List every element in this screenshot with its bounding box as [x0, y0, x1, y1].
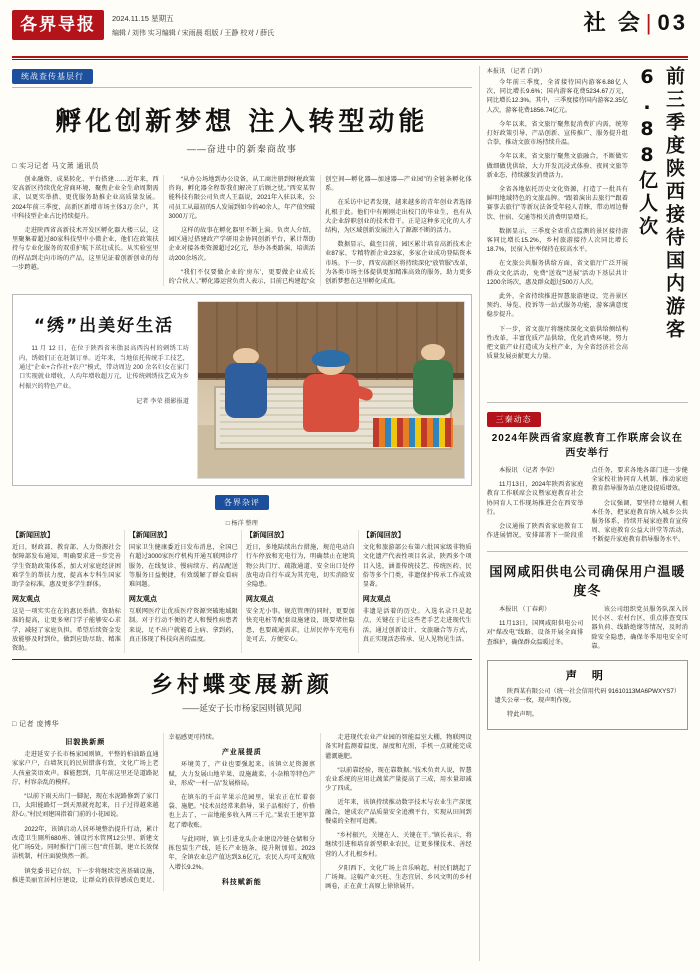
article-paragraph: 会议强调，要坚持立德树人根本任务，把家庭教育纳入城乡公共服务体系，持续开展家庭教育宣传周、家庭教育公益大讲堂等活动，不断提升家庭教育指导服务水平。 — [591, 499, 688, 544]
article-paragraph: 2022年，该镇启动人居环境整治提升行动，累计改造卫生厕所680座、铺设污水管网12公里、新建文化广场5处。同时推行“门前三包”责任制，建立长效保洁机制，村庄面貌焕然一新。 — [12, 825, 159, 861]
notice-title: 声 明 — [565, 669, 609, 682]
commentary-item — [129, 530, 238, 589]
section-title — [584, 12, 688, 34]
masthead-rule-thin — [12, 59, 688, 60]
commentary-item-head: 【新闻回放】 — [362, 532, 405, 540]
news2-body — [487, 466, 688, 545]
article-paragraph: “我们不仅要做企业的‘房东’，更要做企业成长的‘合伙人’。”孵化器运营负责人表示，目前已构建起“众创空间—孵化器—加速器—产业园”的全链条孵化体系。 — [168, 176, 472, 286]
article-paragraph: 该公司组织党员服务队深入居民小区、农村台区，重点排查变压器负荷、线路绝缘等情况，及时消除安全隐患，确保冬季用电安全可靠。 — [591, 606, 688, 650]
article-paragraph: 镇党委书记介绍，下一步将继续完善基础设施，推进美丽宜居村庄建设，让群众的获得感成色更足、幸福感更可持续。 — [12, 734, 219, 884]
commentary-item-head: 网友观点 — [128, 596, 157, 604]
news2-title: 2024年陕西省家庭教育工作联席会议在西安举行 — [491, 433, 683, 459]
article-paragraph: 走进陕西省高新技术开发区孵化器大楼三层，这里聚集着超过80家科技型中小微企业，他们在政策扶持与专业化服务的双重护航下茁壮成长。从实验室里的样品到走向市场的产品，这里见证着创新创业的每一步跨越。 — [12, 227, 159, 271]
photo-person-headscarf — [312, 350, 350, 367]
masthead-meta — [112, 10, 274, 39]
section-name: 社 会 — [583, 10, 643, 35]
photo-credit: 记者 李荣 摄影报道 — [136, 398, 189, 406]
newspaper-logo: 各界导报 — [12, 10, 104, 40]
article-paragraph: 今年以来，省文旅厅聚焦文旅融合，不断做实做细做优供给，大力开发沉浸式体验、夜间文旅等新业态，持续激发消费活力。 — [486, 153, 628, 179]
news-item-power-company — [487, 558, 688, 654]
staff-credits: 编辑 / 刘伟 实习编辑 / 宋雨晨 组版 / 王静 校对 / 薛氏 — [112, 30, 275, 37]
commentary-item — [12, 530, 121, 589]
commentary-item — [246, 530, 355, 589]
article-paragraph: 与此同时，镇上引进龙头企业建设冷链仓储和分拣包装生产线，延长产业链条，提升附加值。2023年，全镇农业总产值达到3.6亿元，农民人均可支配收入增长9.2%。 — [168, 835, 316, 871]
village-subheadline: ——延安子长市杨家园则镇见闻 — [182, 703, 302, 714]
masthead — [12, 10, 688, 54]
section-separator: | — [645, 10, 655, 35]
photo-person-center — [299, 355, 363, 432]
main-column — [12, 66, 472, 961]
commentary-item-text: 文化和旅游部公布第六批国家级非物质文化遗产代表性项目名录，陕西多个项目入选，涵盖传统技艺、传统医药、民俗等多个门类，非遗保护传承工作成效显著。 — [362, 544, 472, 589]
lead-headline: 孵化创新梦想 注入转型动能 — [55, 107, 429, 137]
right-vertical-headline: 前三季度陕西接待国内游客6.88亿人次 — [636, 66, 685, 342]
right-divider-2 — [487, 551, 688, 552]
commentary-item — [363, 530, 472, 589]
village-headline: 乡村蝶变展新颜 — [150, 673, 333, 699]
article-paragraph: 11月13日，2024年陕西省家庭教育工作联席会议暨家庭教育社会协同育人工作现场推进会在西安举行。 — [486, 481, 584, 516]
issue-date: 2024.11.15 星期五 — [112, 14, 174, 23]
commentary-item-head: 网友观点 — [245, 596, 274, 604]
commentary-item — [129, 594, 238, 644]
notice-paragraph: 特此声明。 — [507, 710, 538, 718]
village-section-title: 科技赋新能 — [221, 878, 262, 886]
article-paragraph: 创业融资、成果转化、平台搭建……近年来，西安高新区持续优化营商环境，聚焦企业全生命周期需求，以更实举措、更优服务助推企业高质量发展。2024年前三季度，高新区新增市场主体3万余户，其中科技型企业占比持续提升。 — [12, 176, 159, 220]
photo-person-head — [233, 348, 259, 365]
commentary-item-text: 这是一项实实在在的惠民举措。资助标准的提高，让更多寒门学子能够安心求学，减轻了家庭负担。希望后续资金发放能够及时到位，做到应助尽助、精准资助。 — [12, 608, 121, 653]
page-body — [12, 66, 688, 961]
right-lead-byline: 本报讯 （记者 白鸽） — [486, 68, 546, 75]
commentary-body — [12, 530, 472, 653]
article-paragraph: 在镇东的千亩苹果示范园里，果农正在忙着套袋、施肥。“技术员经常来指导，果子品相好了，价格也上去了，一亩地能多收入两三千元。”果农王建军算起了增收账。 — [168, 794, 316, 829]
column-label-sanqin: 三秦动态 — [487, 412, 541, 427]
article-paragraph: 数据显示，三季度全省重点监测的景区接待游客同比增长15.2%，乡村旅游接待人次同比增长18.7%，民宿入住率保持在较高水平。 — [486, 227, 628, 254]
commentary-item-head: 【新闻回放】 — [12, 532, 54, 540]
notice-paragraph: 陕西某有限公司（统一社会信用代码 91610113MA6PWXYS7）遗失公章一枚，现声明作废。 — [494, 687, 680, 705]
photo-person-body — [413, 360, 453, 415]
commentary-editor: □ 杨洋 整理 — [225, 520, 258, 528]
photo-person-right — [413, 344, 453, 414]
commentary-item-text: 非遗是活着的历史。入选名录只是起点，关键在于让这些老手艺走进现代生活，通过创新设计、文旅融合等方式，真正实现活态传承、见人见物见生活。 — [362, 608, 472, 643]
photo-feature-text — [19, 301, 189, 479]
commentary-item — [246, 594, 355, 644]
commentary-item-text: 近日，财政部、教育部、人力资源社会保障部发布通知，明确要求进一步完善学生资助政策体系，加大对家庭经济困难学生的帮扶力度，提高本专科生国家助学金标准，惠及更多学生群体。 — [12, 544, 121, 589]
commentary-item-text: 近日，多地陆续出台措施，规范电动自行车停放和充电行为，明确禁止在建筑物公共门厅、疏散通道、安全出口处停放电动自行车或为其充电，切实消除安全隐患。 — [245, 544, 355, 589]
article-paragraph: 在采访中记者发现，越来越多的青年创业者选择扎根于此。他们中有刚刚走出校门的毕业生，也有从大企业辞职创业的技术骨干。正是这种多元化的人才结构，为区域创新发展注入了源源不断的活力。 — [325, 199, 472, 235]
masthead-right — [584, 10, 688, 34]
village-section-title: 旧貌换新颜 — [65, 739, 106, 747]
article-paragraph: 数据显示，截至目前，园区累计培育高新技术企业87家、专精特新企业23家，多家企业成功登陆资本市场。下一步，西安高新区将持续深化“放管服”改革，为各类市场主体提供更加精准高效的服务，助力更多创新梦想在这里孵化成真。 — [325, 241, 472, 286]
photo-image — [197, 301, 465, 479]
lead-article-body — [12, 175, 472, 286]
village-article-body — [12, 733, 472, 891]
article-paragraph: “以前下雨天出门一脚泥，现在水泥路修到了家门口，太阳能路灯一到天黑就亮起来，日子过得越来越舒心。”村民刘建国指着门前的小花园说。 — [12, 793, 159, 819]
news3-title: 国网咸阳供电公司确保用户温暖度冬 — [489, 564, 686, 599]
article-paragraph: 今年前三季度，全省接待国内游客6.88亿人次，同比增长9.6%；国内游客花费5234.67万元，同比增长12.3%。其中，三季度接待国内游客2.35亿人次，游客花费1856.74亿元。 — [486, 79, 628, 114]
photo-person-head — [421, 344, 445, 361]
commentary-item-head: 网友观点 — [12, 596, 40, 604]
column-divider — [479, 66, 480, 961]
article-paragraph: 走进现代农业产业园的智能温室大棚，物联网设备实时监测着温度、湿度和光照，手机一点就能完成灌溉施肥。 — [325, 734, 472, 760]
lead-label-row — [12, 66, 472, 88]
page-number: 03 — [657, 10, 688, 35]
photo-person-left — [225, 348, 268, 418]
article-paragraph: 在文旅公共服务供给方面，省文旅厅广泛开展群众文化活动，免费“送戏”“送展”活动下基层共计1200余场次，惠及群众超过500万人次。 — [486, 260, 628, 286]
commentary-item-text: 互联网医疗让优质医疗资源突破地域限制。对于行动不便的老人和慢性病患者来说，足不出户就能看上病、拿到药，真正体现了科技向善的温度。 — [128, 608, 238, 643]
commentary-item-text: 安全无小事。规范管理的同时，更要加快充电桩等配套设施建设，既要堵住隐患，也要疏通需求，让居民停车充电有处可去、方便安心。 — [245, 608, 355, 643]
right-divider-1 — [487, 402, 688, 403]
village-section-title: 产业展提质 — [221, 749, 262, 757]
commentary-item-head: 【新闻回放】 — [128, 532, 171, 540]
article-paragraph: “从办公场地到办公设备，从工商注册到财税政策咨询，孵化器全程帮我们解决了后顾之忧。”西安某智能科技有限公司负责人王磊说，2021年入驻以来，公司员工从最初的5人发展到如今的40余人，年产值突破3000万元。 — [168, 176, 316, 220]
village-byline: □ 记者 庞博华 — [12, 721, 60, 729]
article-paragraph: 此外，全省持续推进智慧旅游建设，完善景区预约、导览、投诉等一站式服务功能，游客满意度稳步提升。 — [486, 293, 628, 319]
right-lead-article — [487, 66, 688, 396]
article-paragraph: “乡村振兴，关键在人、关键在干。”镇长表示，将继续引进和培育新型职业农民，让更多懂技术、善经营的人才扎根乡村。 — [325, 832, 472, 858]
masthead-left — [12, 10, 274, 40]
lead-byline: □ 实习记者 马文萧 通讯员 — [12, 163, 100, 170]
article-paragraph: “以前靠经验，现在靠数据。”技术负责人说，智慧农业系统的应用让蔬菜产量提高了三成，用水量却减少了四成。 — [325, 766, 472, 793]
commentary-item — [12, 594, 121, 653]
article-paragraph: 11月13日，国网咸阳供电公司对“煤改电”线路、设备开展全面排查维护，确保群众温暖过冬。 — [486, 620, 584, 646]
right-column — [487, 66, 688, 961]
photo-feature-title: “绣”出美好生活 — [33, 316, 175, 337]
commentary-bottom-rule — [12, 659, 472, 660]
photo-feature — [12, 294, 472, 486]
photo-caption: 11 月 12 日，在位于陕西省米脂县高西沟村的刺绣工坊内，绣娘们正在赶制订单。近年来，当地依托传统手工技艺，通过“企业+合作社+农户”模式，带动周边 200 余名妇女在家门口实现就业增收，人均年增收超万元，让传统刺绣技艺成为乡村振兴的特色产业。 — [19, 345, 189, 390]
article-paragraph: 今年以来，省文旅厅聚焦促消费扩内需，统筹打好政策引导、产品创新、宣传推广、服务提升组合拳，推动文旅市场持续升温。 — [486, 120, 628, 147]
column-label-tongzhan: 统战查传基层行 — [12, 69, 93, 84]
article-paragraph: 下一步，省文旅厅将继续深化文旅供给侧结构性改革，丰富优质产品供给，优化消费环境，努力把文旅产业打造成为支柱产业，为全省经济社会高质量发展贡献更大力量。 — [486, 325, 628, 361]
commentary-item-head: 网友观点 — [362, 596, 391, 604]
commentary-label-row — [12, 492, 472, 513]
masthead-rule — [12, 56, 688, 58]
commentary-item — [363, 594, 472, 644]
right-lead-text — [487, 66, 628, 396]
article-paragraph: 夕阳西下，文化广场上音乐响起，村民们跳起了广场舞。这幅产业兴旺、生态宜居、乡风文明的乡村画卷，正在黄土高原上徐徐展开。 — [325, 864, 472, 891]
article-paragraph: 环境美了，产业也要强起来。该镇立足资源禀赋，大力发展山地苹果、设施蔬菜、小杂粮等特色产业，形成“一村一品”发展格局。 — [168, 761, 316, 787]
photo-person-body — [225, 363, 268, 418]
news3-body — [487, 605, 688, 654]
commentary-item-head: 【新闻回放】 — [245, 532, 288, 540]
lead-subheadline: ——奋进中的新秦商故事 — [186, 144, 297, 154]
article-paragraph: 本报讯 （丁春莉） — [499, 606, 551, 614]
article-paragraph: 会议通报了陕西省家庭教育工作进展情况，安排部署下一阶段重点任务，要求各地各部门进一步健全家校社协同育人机制，推动家庭教育指导服务站点建设提质增效。 — [486, 467, 688, 540]
article-paragraph: 全省各地依托历史文化资源，打造了一批具有鲜明地域特色的文旅品牌。“跟着演出去旅行”“跟着赛事去旅行”等新玩法备受年轻人青睐，带动周边餐饮、住宿、交通等相关消费明显增长。 — [486, 186, 628, 221]
article-paragraph: 这样的故事在孵化器里不断上演。负责人介绍，园区通过搭建政产学研用金协同创新平台，累计帮助企业对接各类资源超过2亿元，举办各类路演、培训活动200余场次。 — [168, 227, 316, 262]
legal-notice — [487, 660, 688, 730]
article-paragraph: 走进延安子长市杨家园则镇，平整的柏油路直通家家户户，白墙灰瓦的民居错落有致，文化广场上老人孩童笑语欢声。谁能想到，几年前这里还是道路泥泞、村容杂乱的模样。 — [12, 751, 159, 786]
column-label-commentary: 各界杂评 — [215, 495, 269, 510]
article-paragraph: 近年来，该镇持续推动数字技术与农业生产深度融合，建成农产品质量安全追溯平台，实现从田间到餐桌的全程可追溯。 — [325, 799, 472, 825]
photo-embroidery-cloth — [373, 418, 453, 446]
commentary-item-text: 国家卫生健康委近日发布消息，全国已有超过3000家医疗机构开通互联网诊疗服务，在线复诊、慢病续方、药品配送等服务日益便捷，有效缓解了群众看病难问题。 — [128, 544, 238, 589]
article-paragraph: 本报讯 （记者 李荣） — [499, 467, 559, 474]
news-item-family-education — [487, 409, 688, 545]
